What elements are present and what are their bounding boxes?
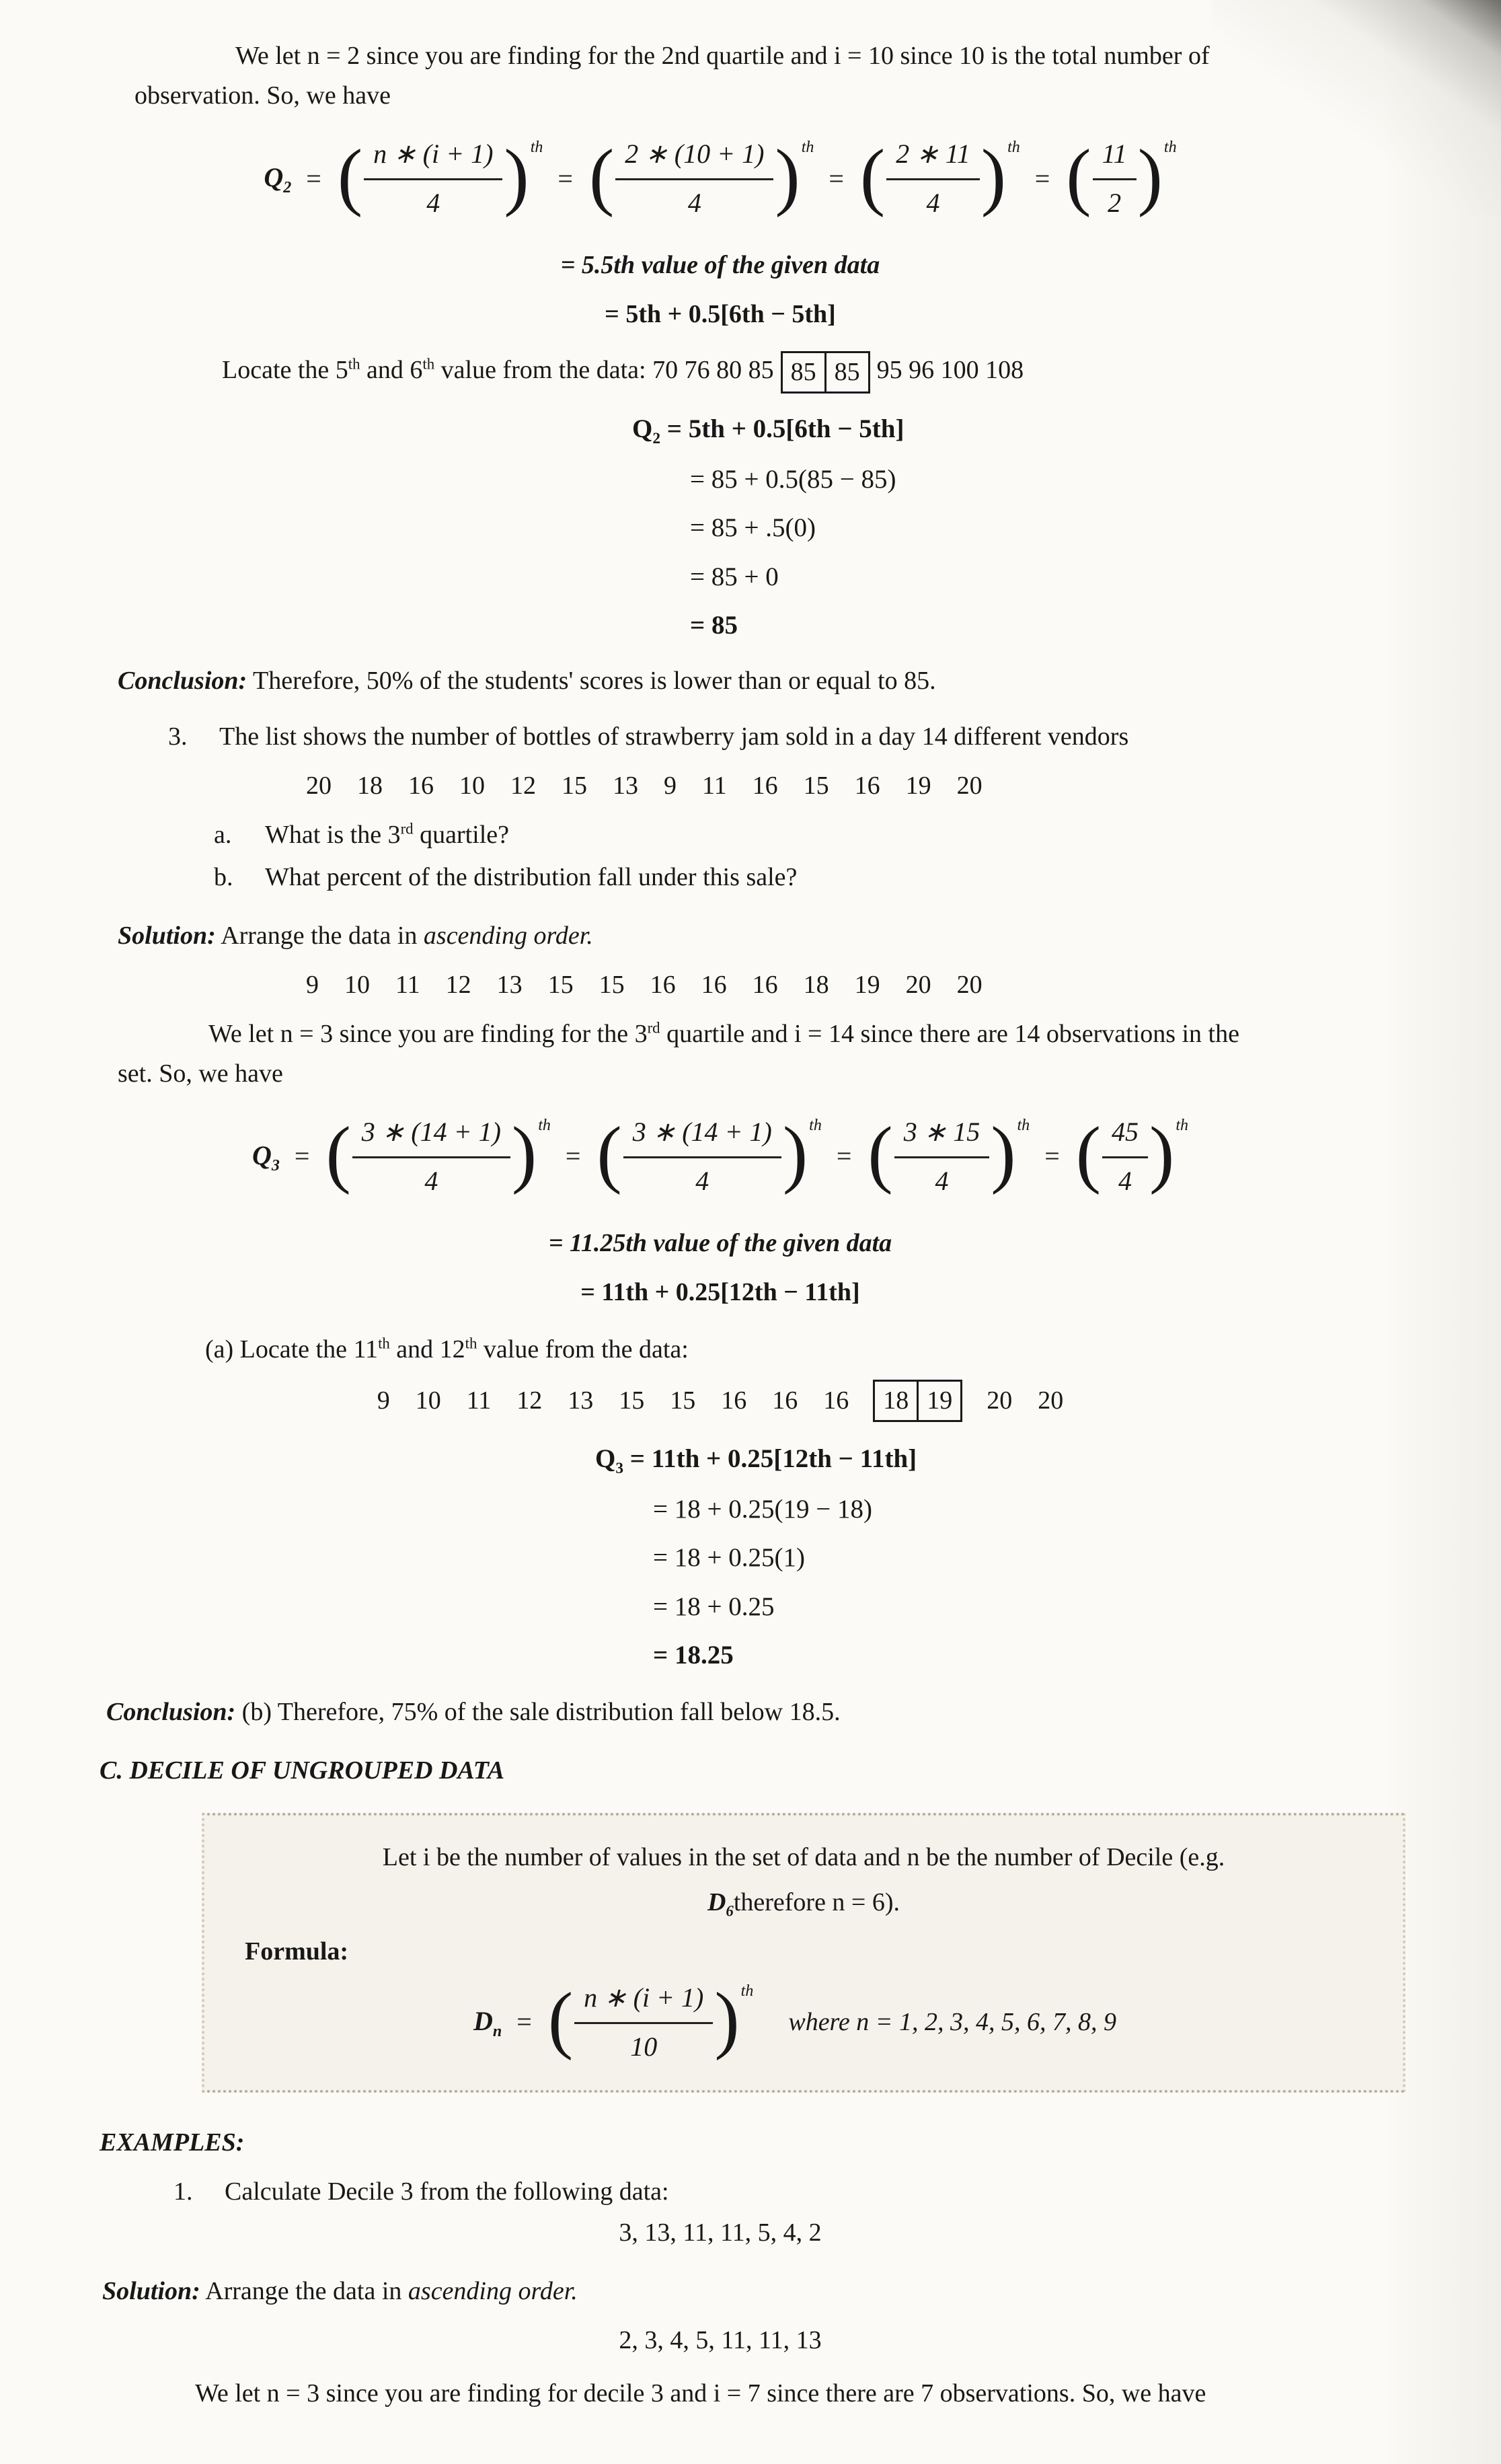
question-a-text: What is the 3	[265, 820, 401, 849]
example-1-statement	[174, 2173, 1440, 2211]
fraction-term-2: ( $\frac{3 ∗ (14 + 1)}{4}$ ) th	[595, 1112, 821, 1201]
solution-3-heading	[102, 2272, 1440, 2311]
solution-3-sorted-data: 2, 3, 4, 5, 11, 11, 13	[619, 2325, 822, 2354]
intro-line-2: observation. So, we have	[134, 81, 391, 110]
locate-11th-12th-line	[205, 1331, 1440, 1369]
fraction-denominator: 4	[926, 188, 940, 218]
question-a-label: a.	[214, 820, 232, 849]
solution-text: Arrange the data in	[200, 2276, 408, 2305]
fraction-denominator: 4	[695, 1165, 709, 1196]
locate-text: and 12	[389, 1335, 465, 1364]
decile-definition-text: therefore n = 6).	[733, 1888, 900, 1916]
exponent-th: th	[1176, 1116, 1189, 1134]
q2-step-lead	[632, 410, 1440, 451]
q3-step-result: = 18.25	[653, 1641, 734, 1670]
equals-sign: =	[294, 1141, 310, 1172]
q3-letter: Q	[252, 1140, 272, 1170]
equals-sign: =	[557, 163, 573, 194]
problem-text: The list shows the number of bottles of strawberry jam sold in a day 14 different vendors	[219, 722, 1129, 751]
exponent-th: th	[1007, 139, 1020, 156]
d-letter: D	[473, 2005, 493, 2036]
fraction-term-1: ( $\frac{3 ∗ (14 + 1)}{4}$ ) th	[324, 1112, 550, 1201]
fraction-term-3: ( $\frac{2 ∗ 11}{4}$ ) th	[859, 134, 1020, 223]
fraction-denominator: 4	[426, 188, 440, 218]
fraction-term-4: ( $\frac{45}{4}$ ) th	[1075, 1112, 1188, 1201]
fraction-term-3: ( $\frac{3 ∗ 15}{4}$ ) th	[866, 1112, 1030, 1201]
fraction	[615, 134, 773, 223]
decile-formula	[473, 1978, 1376, 2067]
equals-sign: =	[1034, 163, 1050, 194]
d-letter: D	[707, 1888, 726, 1916]
fraction-term-4: ( $\frac{11}{2}$ ) th	[1065, 134, 1176, 223]
problem-3-statement	[168, 718, 1440, 756]
dn-symbol	[473, 2001, 502, 2044]
q3-value-line: = 11.25th value of the given data	[548, 1228, 892, 1257]
decile-formula-box	[202, 1813, 1406, 2093]
example-number: 1.	[174, 2177, 193, 2206]
question-a	[214, 816, 1440, 854]
exponent-th: th	[1017, 1116, 1030, 1134]
fraction-numerator: 2 ∗ 11	[886, 134, 980, 180]
exponent-th: th	[801, 139, 814, 156]
solution-text: Arrange the data in	[215, 921, 424, 950]
solution-label: Solution:	[102, 2276, 200, 2305]
exponent-th: th	[740, 1982, 754, 2000]
problem-3-data-row: 20 18 16 10 12 15 13 9 11 16 15 16 19 20	[306, 771, 983, 800]
exponent-th: th	[530, 139, 543, 156]
locate-text: Locate the 5	[222, 356, 348, 385]
q3-subscript: 3	[615, 1459, 624, 1477]
decile-definition-line1: Let i be the number of values in the set of data and n be the number of Decile (e.g.	[382, 1842, 1225, 1871]
q2-formula	[0, 134, 1440, 223]
question-b-label: b.	[214, 862, 233, 891]
locate-text: and 6	[360, 356, 423, 385]
formula-label: Formula:	[245, 1937, 349, 1966]
q3-step-3: = 18 + 0.25(1)	[653, 1543, 805, 1573]
fraction-term-1: ( $\frac{n ∗ (i + 1)}{4}$ ) th	[336, 134, 543, 223]
locate-text: (a) Locate the 11	[205, 1335, 379, 1364]
ordinal-sup: rd	[647, 1019, 660, 1037]
fraction-denominator: 4	[935, 1165, 949, 1196]
q2-step-3: = 85 + .5(0)	[690, 513, 816, 543]
solution-para-text: We let n = 3 since you are finding for the 3	[208, 1019, 648, 1048]
boxed-value: 85	[824, 353, 868, 391]
q2-step-result: = 85	[690, 611, 738, 640]
equals-sign: =	[306, 163, 321, 194]
q3-step-2: = 18 + 0.25(19 − 18)	[653, 1494, 872, 1524]
fraction-numerator: 2 ∗ (10 + 1)	[615, 134, 773, 180]
fraction	[352, 1112, 510, 1201]
equals-sign: =	[516, 2007, 532, 2038]
fraction-denominator: 4	[424, 1165, 438, 1196]
d-subscript: 6	[726, 1902, 734, 1920]
fraction-denominator: 4	[687, 188, 701, 218]
data-row-with-boxed-values	[0, 1380, 1440, 1422]
q3-expand-line: = 11th + 0.25[12th − 11th]	[580, 1277, 860, 1306]
conclusion-label: Conclusion:	[118, 666, 247, 695]
example-1-data: 3, 13, 11, 11, 5, 4, 2	[619, 2218, 822, 2247]
fraction	[1102, 1112, 1148, 1201]
ordinal-sup: th	[348, 355, 360, 373]
fraction	[364, 134, 502, 223]
locate-5th-6th-line	[222, 351, 1440, 394]
fraction-numerator: n ∗ (i + 1)	[574, 1978, 713, 2024]
fraction	[894, 1112, 990, 1201]
locate-text: value from the data: 70 76 80 85	[434, 356, 774, 385]
q3-step-4: = 18 + 0.25	[653, 1592, 775, 1621]
solution-label: Solution:	[118, 921, 216, 950]
locate-text: value from the data:	[477, 1335, 689, 1364]
q3-subscript: 3	[271, 1156, 280, 1174]
fraction-denominator: 4	[1118, 1165, 1132, 1196]
solution-para-text: quartile and i = 14 since there are 14 observations in the	[660, 1019, 1239, 1048]
fraction	[574, 1978, 713, 2067]
fraction-denominator: 10	[630, 2031, 658, 2062]
boxed-value: 85	[790, 358, 816, 386]
fraction	[623, 1112, 781, 1201]
boxed-value: 19	[917, 1382, 960, 1420]
fraction-denominator: 2	[1108, 188, 1122, 218]
equals-sign: =	[565, 1141, 581, 1172]
fraction-term: ( $\frac{n ∗ (i + 1)}{10}$ ) th	[547, 1978, 754, 2067]
q3-formula	[0, 1112, 1440, 1201]
example-text: Calculate Decile 3 from the following data:	[225, 2177, 669, 2206]
exponent-th: th	[538, 1116, 551, 1134]
fraction-numerator: n ∗ (i + 1)	[364, 134, 502, 180]
solution-2-para-line1	[208, 1015, 1440, 1053]
boxed-median-values	[781, 351, 870, 394]
intro-line-1: We let n = 2 since you are finding for the 2nd quartile and i = 10 since 10 is the total number of	[235, 42, 1210, 70]
boxed-value: 18	[883, 1386, 909, 1415]
fraction	[1093, 134, 1137, 223]
solution-italic-text: ascending order.	[408, 2276, 578, 2305]
q2-expand-line: = 5th + 0.5[6th − 5th]	[605, 300, 836, 328]
data-values: 20 20	[987, 1386, 1064, 1415]
decile-definition-line2	[231, 1883, 1376, 1923]
fraction-term-2: ( $\frac{2 ∗ (10 + 1)}{4}$ ) th	[588, 134, 814, 223]
q3-computation-steps	[595, 1440, 1440, 1676]
fraction-numerator: 45	[1102, 1112, 1148, 1158]
question-b	[214, 858, 1440, 897]
equals-sign: =	[836, 1141, 852, 1172]
question-b-text: What percent of the distribution fall under this sale?	[265, 862, 798, 891]
fraction-numerator: 3 ∗ 15	[894, 1112, 990, 1158]
ordinal-sup: th	[378, 1335, 390, 1352]
q2-value-line: = 5.5th value of the given data	[560, 251, 880, 279]
question-a-text: quartile?	[413, 820, 509, 849]
q2-letter: Q	[632, 414, 653, 443]
fraction-numerator: 3 ∗ (14 + 1)	[623, 1112, 781, 1158]
q2-step-2: = 85 + 0.5(85 − 85)	[690, 464, 896, 494]
boxed-quartile-values	[873, 1380, 962, 1422]
equals-sign: =	[1044, 1141, 1060, 1172]
conclusion-1	[118, 662, 1440, 700]
q3-symbol	[252, 1135, 280, 1178]
exponent-th: th	[809, 1116, 822, 1134]
ordinal-sup: th	[465, 1335, 477, 1352]
conclusion-text: (b) Therefore, 75% of the sale distribution fall below 18.5.	[235, 1697, 841, 1726]
fraction-numerator: 11	[1093, 134, 1137, 180]
where-clause: where n = 1, 2, 3, 4, 5, 6, 7, 8, 9	[788, 2007, 1116, 2036]
sorted-data-row: 9 10 11 12 13 15 15 16 16 16 18 19 20 20	[306, 970, 983, 999]
conclusion-text: Therefore, 50% of the students' scores is lower than or equal to 85.	[247, 666, 936, 695]
exponent-th: th	[1163, 139, 1177, 156]
q2-symbol	[264, 157, 291, 200]
q3-letter: Q	[595, 1444, 616, 1473]
q2-step-expression: = 5th + 0.5[6th − 5th]	[660, 414, 905, 443]
q2-subscript: 2	[652, 429, 661, 447]
conclusion-2	[106, 1693, 1440, 1731]
q2-step-4: = 85 + 0	[690, 562, 779, 591]
ordinal-sup: rd	[400, 820, 414, 837]
fraction-numerator: 3 ∗ (14 + 1)	[352, 1112, 510, 1158]
closing-paragraph: We let n = 3 since you are finding for decile 3 and i = 7 since there are 7 observations. So, we have	[195, 2379, 1206, 2407]
fraction	[886, 134, 980, 223]
locate-text: 95 96 100 108	[876, 356, 1024, 385]
q2-subscript: 2	[283, 179, 292, 196]
examples-heading: EXAMPLES:	[100, 2128, 245, 2157]
problem-number: 3.	[168, 722, 188, 751]
data-values: 9 10 11 12 13 15 15 16 16 16	[377, 1386, 849, 1415]
q3-step-expression: = 11th + 0.25[12th − 11th]	[623, 1444, 917, 1473]
solution-italic-text: ascending order.	[423, 921, 593, 950]
q3-step-lead	[595, 1440, 1440, 1481]
n-subscript: n	[492, 2022, 502, 2040]
solution-2-heading	[118, 917, 1440, 955]
q2-computation-steps	[632, 410, 1440, 646]
section-c-heading: C. DECILE OF UNGROUPED DATA	[100, 1756, 505, 1785]
q2-letter: Q	[264, 162, 284, 192]
conclusion-label: Conclusion:	[106, 1697, 236, 1726]
equals-sign: =	[829, 163, 844, 194]
solution-2-para-line2: set. So, we have	[118, 1059, 283, 1088]
ordinal-sup: th	[422, 355, 435, 373]
